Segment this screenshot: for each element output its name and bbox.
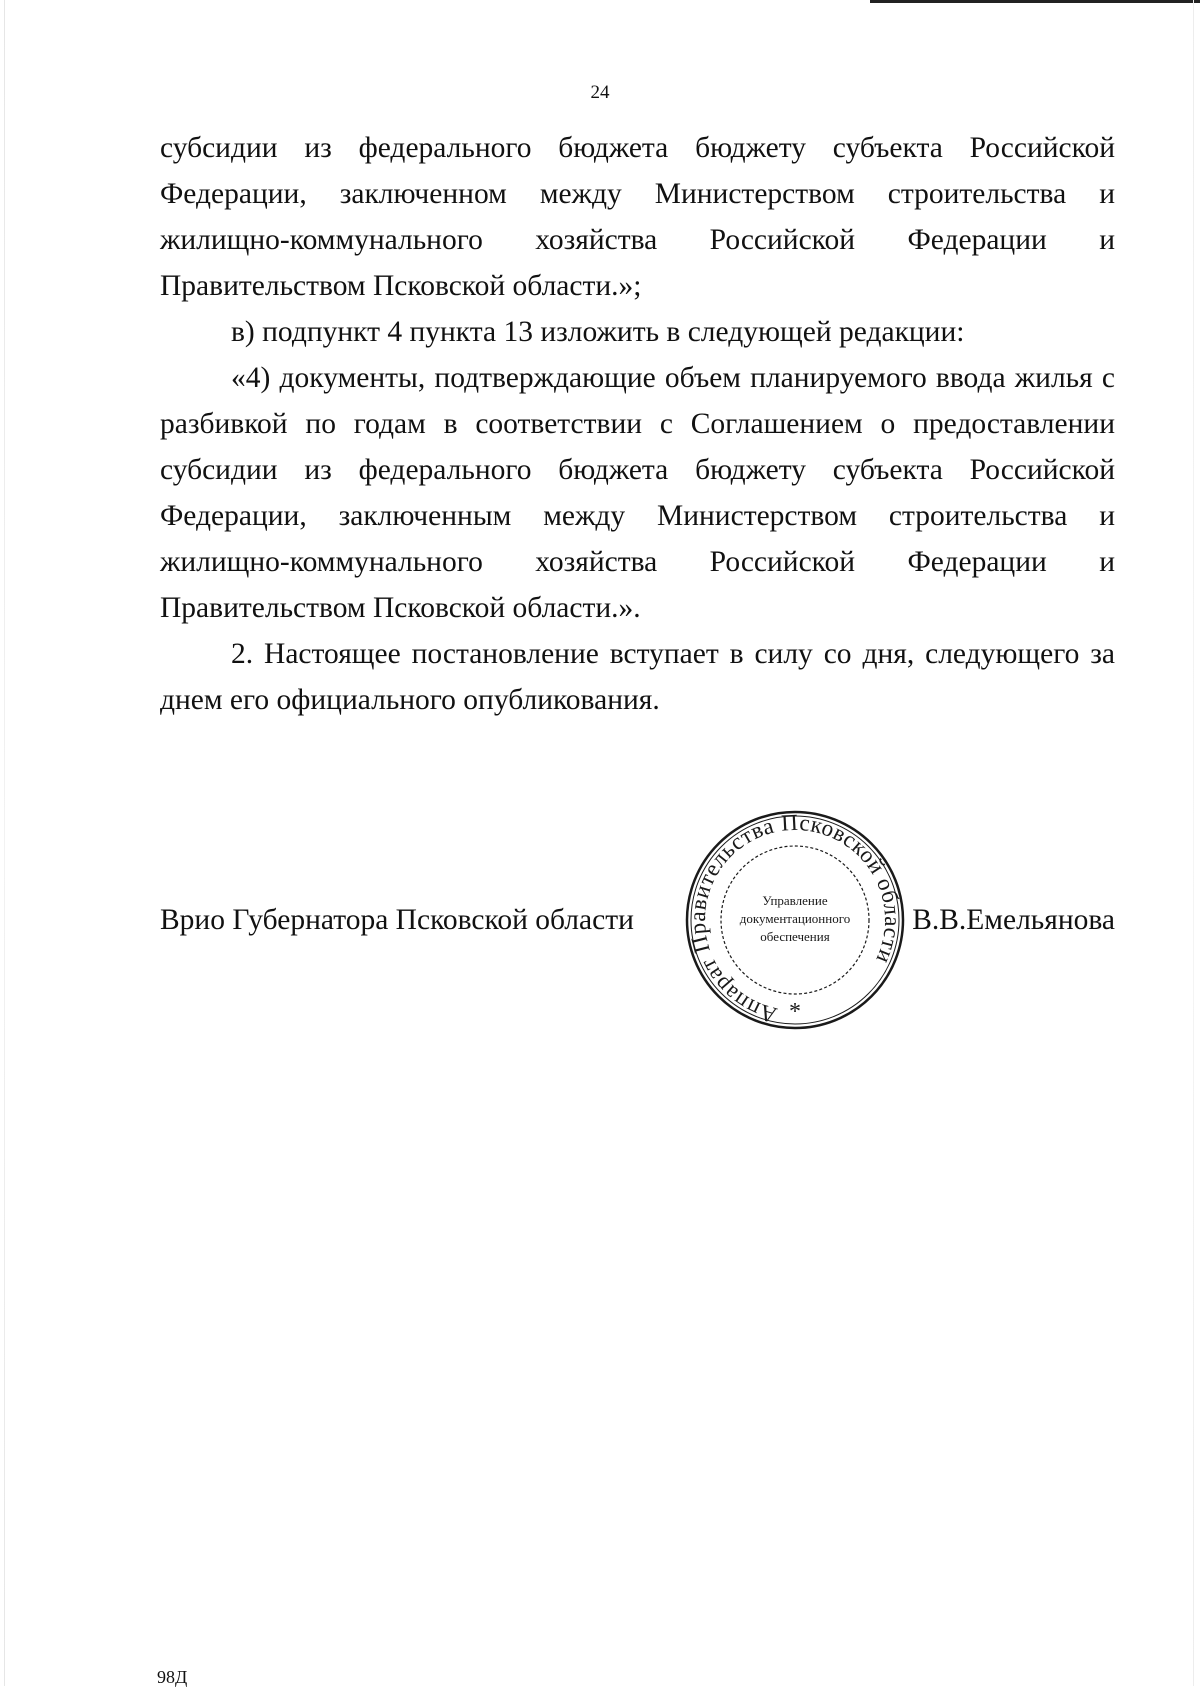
signature-block xyxy=(160,897,1115,943)
svg-text:обеспечения: обеспечения xyxy=(760,929,830,944)
paragraph-effective-date: 2. Настоящее постановление вступает в силу со дня, следующего за днем его официального опубликования. xyxy=(160,638,1115,716)
svg-text:Аппарат Правительства Псковско: Аппарат Правительства Псковской области xyxy=(684,809,906,1029)
document-body xyxy=(160,125,1115,723)
paragraph-amendment-text: «4) документы, подтверждающие объем планируемого ввода жилья с разбивкой по годам в соответствии с Соглашением о предоставлении субсидии из федерального бюджета бюджету субъекта Российской Федерации, заключенным между Министерством строительства и жилищно-коммунального хозяйства Российской Федерации и Правительством Псковской области.». xyxy=(160,362,1115,624)
paragraph-amendment-intro: в) подпункт 4 пункта 13 изложить в следующей редакции: xyxy=(231,316,965,348)
svg-text:документационного: документационного xyxy=(739,911,851,926)
signer-title: Врио Губернатора Псковской области xyxy=(160,904,634,936)
page-number: 24 xyxy=(590,82,610,103)
official-seal xyxy=(680,805,910,1035)
svg-text:Управление: Управление xyxy=(762,893,828,908)
seal-stamp-image xyxy=(680,805,910,1035)
scan-edge-right xyxy=(1193,0,1194,1686)
svg-text:*: * xyxy=(789,999,801,1025)
signer-name: В.В.Емельянова xyxy=(912,904,1115,936)
document-code: 98Д xyxy=(157,1667,188,1687)
paragraph-continuation: субсидии из федерального бюджета бюджету субъекта Российской Федерации, заключенном между Министерством строительства и жилищно-коммунального хозяйства Российской Федерации и Правительством Псковской области.»; xyxy=(160,132,1115,302)
scan-edge-left xyxy=(4,0,5,1686)
scan-edge-top xyxy=(870,0,1200,3)
